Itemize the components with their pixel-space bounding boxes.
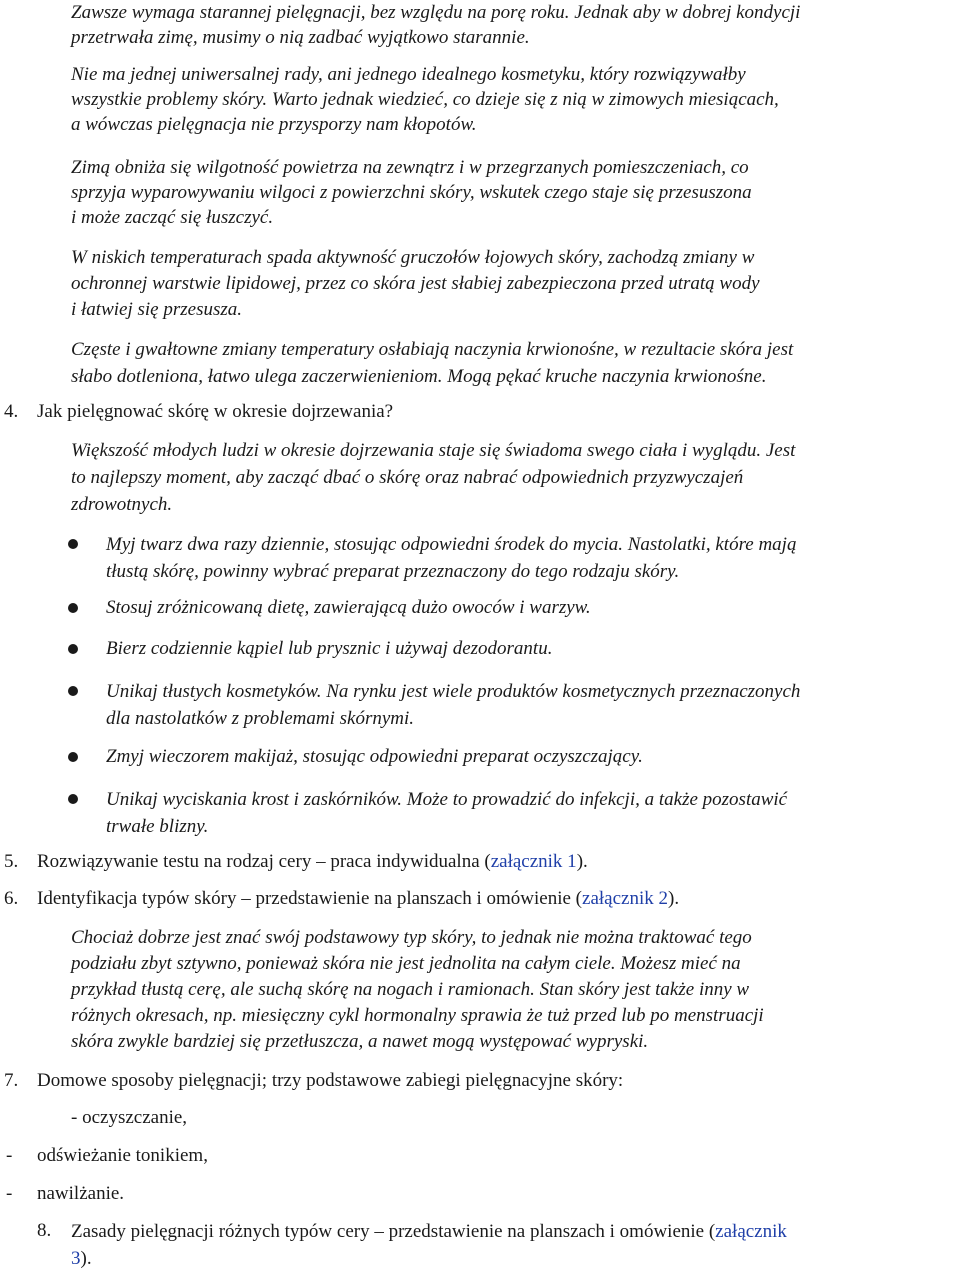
text-line: Zimą obniża się wilgotność powietrza na zewnątrz i w przegrzanych pomieszczeniach, co — [71, 157, 749, 178]
text-line: Stosuj zróżnicowaną dietę, zawierającą dużo owoców i warzyw. — [106, 597, 591, 618]
section-5-text — [37, 849, 588, 875]
intro-paragraph-2 — [71, 62, 779, 137]
text-line: Większość młodych ludzi w okresie dojrzewania staje się świadoma swego ciała i wyglądu. Jest — [71, 440, 796, 461]
section-5-number: 5. — [4, 851, 19, 872]
text-line: a wówczas pielęgnacja nie przysporzy nam kłopotów. — [71, 114, 477, 135]
list-item — [106, 744, 643, 770]
intro-paragraph-3 — [71, 155, 752, 230]
text-line: tłustą skórę, powinny wybrać preparat przeznaczony do tego rodzaju skóry. — [106, 561, 680, 582]
section-6-paragraph — [71, 925, 764, 1055]
bullet-icon — [68, 539, 78, 549]
text-line: przykład tłustą cerę, ale suchą skórę na nogach i ramionach. Stan skóry jest także inny w — [71, 979, 750, 1000]
list-item — [106, 636, 552, 662]
section-6-suffix: ). — [668, 888, 680, 909]
list-item — [106, 786, 787, 840]
attachment-3-link[interactable]: załącznik — [715, 1221, 787, 1242]
section-4-number: 4. — [4, 401, 19, 422]
section-4-heading: Jak pielęgnować skórę w okresie dojrzewania? — [37, 401, 394, 422]
section-5-suffix: ). — [576, 851, 588, 872]
text-line: Częste i gwałtowne zmiany temperatury osłabiają naczynia krwionośne, w rezultacie skóra jest — [71, 339, 794, 360]
section-7-item-2: odświeżanie tonikiem, — [37, 1145, 208, 1166]
list-item — [106, 678, 800, 732]
section-7-dash: - — [6, 1145, 13, 1166]
text-line: Unikaj tłustych kosmetyków. Na rynku jest wiele produktów kosmetycznych przeznaczonych — [106, 681, 801, 702]
text-line: Zawsze wymaga starannej pielęgnacji, bez względu na porę roku. Jednak aby w dobrej kondycji — [71, 2, 801, 23]
intro-paragraph-1 — [71, 0, 800, 50]
section-7-heading: Domowe sposoby pielęgnacji; trzy podstawowe zabiegi pielęgnacyjne skóry: — [37, 1070, 624, 1091]
text-line: Nie ma jednej uniwersalnej rady, ani jednego idealnego kosmetyku, który rozwiązywałby — [71, 64, 746, 85]
section-7-item-3: nawilżanie. — [37, 1183, 125, 1204]
text-line: przetrwała zimę, musimy o nią zadbać wyjątkowo starannie. — [71, 27, 530, 48]
text-line: dla nastolatków z problemami skórnymi. — [106, 708, 415, 729]
list-item — [106, 531, 796, 585]
text-line: skóra zwykle bardziej się przetłuszcza, a nawet mogą występować wypryski. — [71, 1031, 649, 1052]
section-6-number: 6. — [4, 888, 19, 909]
text-line: Unikaj wyciskania krost i zaskórników. Może to prowadzić do infekcji, a także pozostawić — [106, 789, 788, 810]
section-6-text — [37, 886, 679, 912]
bullet-icon — [68, 686, 78, 696]
text-line: podziału zbyt sztywno, ponieważ skóra nie jest jednolita na całym ciele. Możesz mieć na — [71, 953, 741, 974]
bullet-icon — [68, 794, 78, 804]
section-8-text — [71, 1218, 787, 1272]
section-4-paragraph — [71, 437, 795, 518]
section-8-label: Zasady pielęgnacji różnych typów cery – przedstawienie na planszach i omówienie ( — [71, 1221, 716, 1242]
list-item — [106, 595, 591, 621]
section-8-number: 8. — [37, 1220, 52, 1241]
section-5-label: Rozwiązywanie testu na rodzaj cery – praca indywidualna ( — [37, 851, 491, 872]
text-line: wszystkie problemy skóry. Warto jednak wiedzieć, co dzieje się z nią w zimowych miesiącach, — [71, 89, 779, 110]
text-line: słabo dotleniona, łatwo ulega zaczerwienieniom. Mogą pękać kruche naczynia krwionośne. — [71, 366, 767, 387]
bullet-icon — [68, 752, 78, 762]
text-line: ochronnej warstwie lipidowej, przez co skóra jest słabiej zabezpieczona przed utratą wody — [71, 273, 760, 294]
text-line: Bierz codziennie kąpiel lub prysznic i używaj dezodorantu. — [106, 638, 553, 659]
text-line: Myj twarz dwa razy dziennie, stosując odpowiedni środek do mycia. Nastolatki, które mają — [106, 534, 797, 555]
text-line: Chociaż dobrze jest znać swój podstawowy typ skóry, to jednak nie można traktować tego — [71, 927, 752, 948]
section-7-dash: - — [6, 1183, 13, 1204]
intro-paragraph-5 — [71, 336, 793, 390]
text-line: Zmyj wieczorem makijaż, stosując odpowiedni preparat oczyszczający. — [106, 746, 643, 767]
text-line: trwałe blizny. — [106, 816, 209, 837]
section-8-suffix: ). — [80, 1248, 92, 1269]
text-line: W niskich temperaturach spada aktywność gruczołów łojowych skóry, zachodzą zmiany w — [71, 247, 755, 268]
attachment-1-link[interactable]: załącznik 1 — [490, 851, 577, 872]
text-line: zdrowotnych. — [71, 494, 173, 515]
intro-paragraph-4 — [71, 245, 760, 323]
text-line: i łatwiej się przesusza. — [71, 299, 243, 320]
bullet-icon — [68, 644, 78, 654]
text-line: sprzyja wyparowywaniu wilgoci z powierzchni skóry, wskutek czego staje się przesuszona — [71, 182, 752, 203]
text-line: różnych okresach, np. miesięczny cykl hormonalny sprawia że tuż przed lub po menstruacji — [71, 1005, 764, 1026]
bullet-icon — [68, 603, 78, 613]
section-6-label: Identyfikacja typów skóry – przedstawienie na planszach i omówienie ( — [37, 888, 583, 909]
attachment-3-link-number[interactable]: 3 — [71, 1248, 81, 1269]
attachment-2-link[interactable]: załącznik 2 — [582, 888, 668, 909]
text-line: i może zacząć się łuszczyć. — [71, 207, 274, 228]
text-line: to najlepszy moment, aby zacząć dbać o skórę oraz nabrać odpowiednich przyzwyczajeń — [71, 467, 744, 488]
section-7-number: 7. — [4, 1070, 19, 1091]
section-7-item-1: - oczyszczanie, — [71, 1107, 188, 1128]
